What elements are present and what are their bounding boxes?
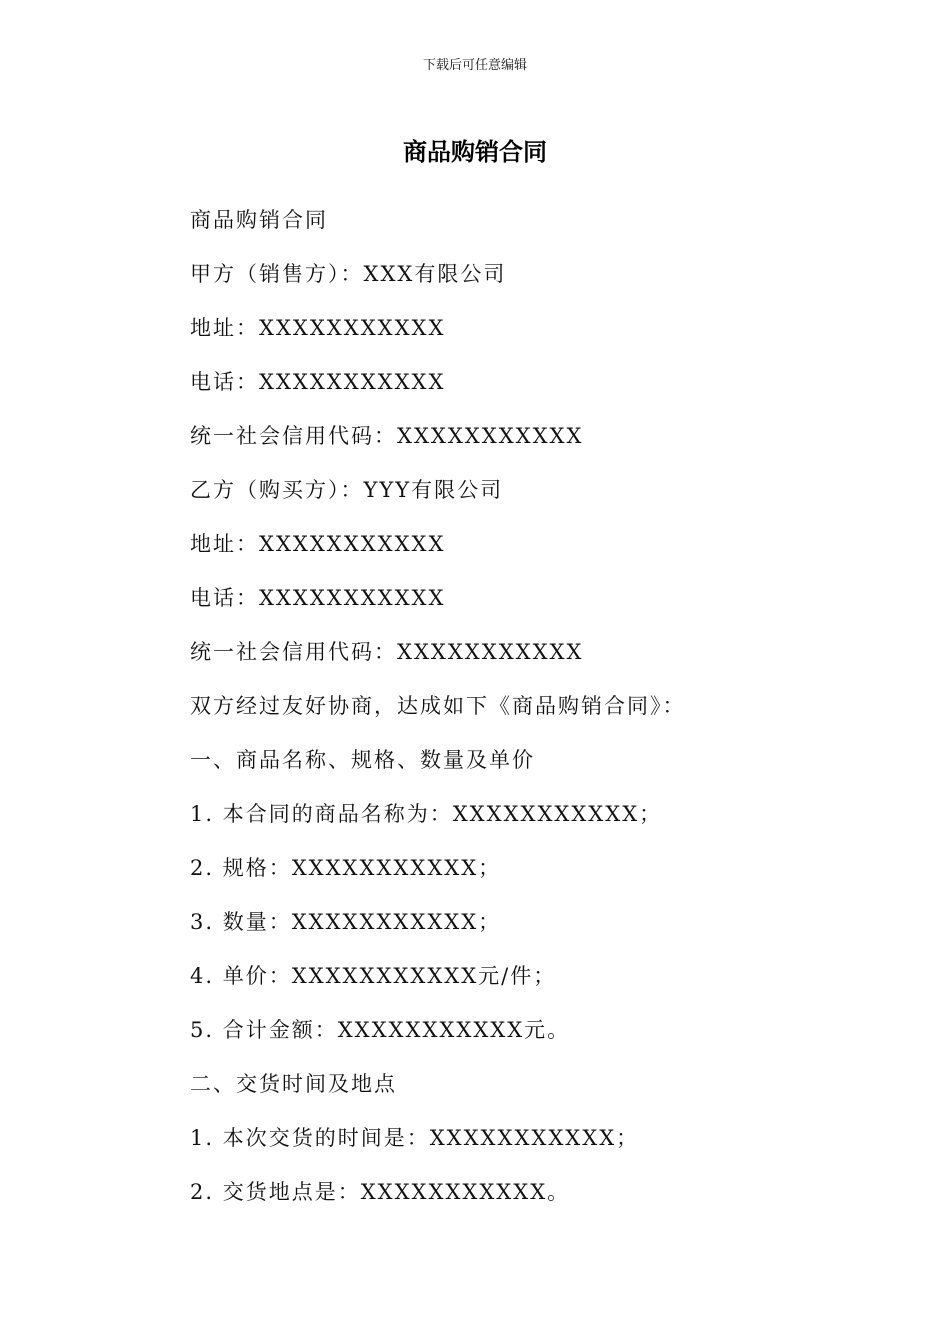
clause-goods-quantity: 3. 数量：XXXXXXXXXXX； — [190, 910, 502, 934]
clause-goods-total: 5. 合计金额：XXXXXXXXXXX元。 — [190, 1018, 571, 1042]
clause-goods-spec: 2. 规格：XXXXXXXXXXX； — [190, 856, 502, 880]
body-line-agreement-intro: 双方经过友好协商，达成如下《商品购销合同》： — [190, 694, 686, 718]
section-heading-goods: 一、商品名称、规格、数量及单价 — [190, 748, 535, 772]
body-line-party-a: 甲方（销售方）：XXX有限公司 — [190, 262, 507, 286]
body-line-party-b-phone: 电话：XXXXXXXXXXX — [190, 586, 446, 610]
clause-delivery-time: 1. 本次交货的时间是：XXXXXXXXXXX； — [190, 1126, 640, 1150]
clause-goods-name: 1. 本合同的商品名称为：XXXXXXXXXXX； — [190, 802, 663, 826]
body-line-party-a-phone: 电话：XXXXXXXXXXX — [190, 370, 446, 394]
clause-goods-unit-price: 4. 单价：XXXXXXXXXXX元/件； — [190, 964, 557, 988]
header-note: 下载后可任意编辑 — [422, 58, 527, 73]
body-line-party-b: 乙方（购买方）：YYY有限公司 — [190, 478, 504, 502]
body-line-party-b-credit-code: 统一社会信用代码：XXXXXXXXXXX — [190, 640, 584, 664]
clause-delivery-location: 2. 交货地点是：XXXXXXXXXXX。 — [190, 1180, 571, 1204]
body-line-party-b-address: 地址：XXXXXXXXXXX — [190, 532, 446, 556]
body-line-party-a-address: 地址：XXXXXXXXXXX — [190, 316, 446, 340]
body-line-subtitle: 商品购销合同 — [190, 208, 328, 232]
section-heading-delivery: 二、交货时间及地点 — [190, 1072, 397, 1096]
body-line-party-a-credit-code: 统一社会信用代码：XXXXXXXXXXX — [190, 424, 584, 448]
contract-body — [190, 203, 890, 1229]
document-title: 商品购销合同 — [403, 138, 547, 166]
